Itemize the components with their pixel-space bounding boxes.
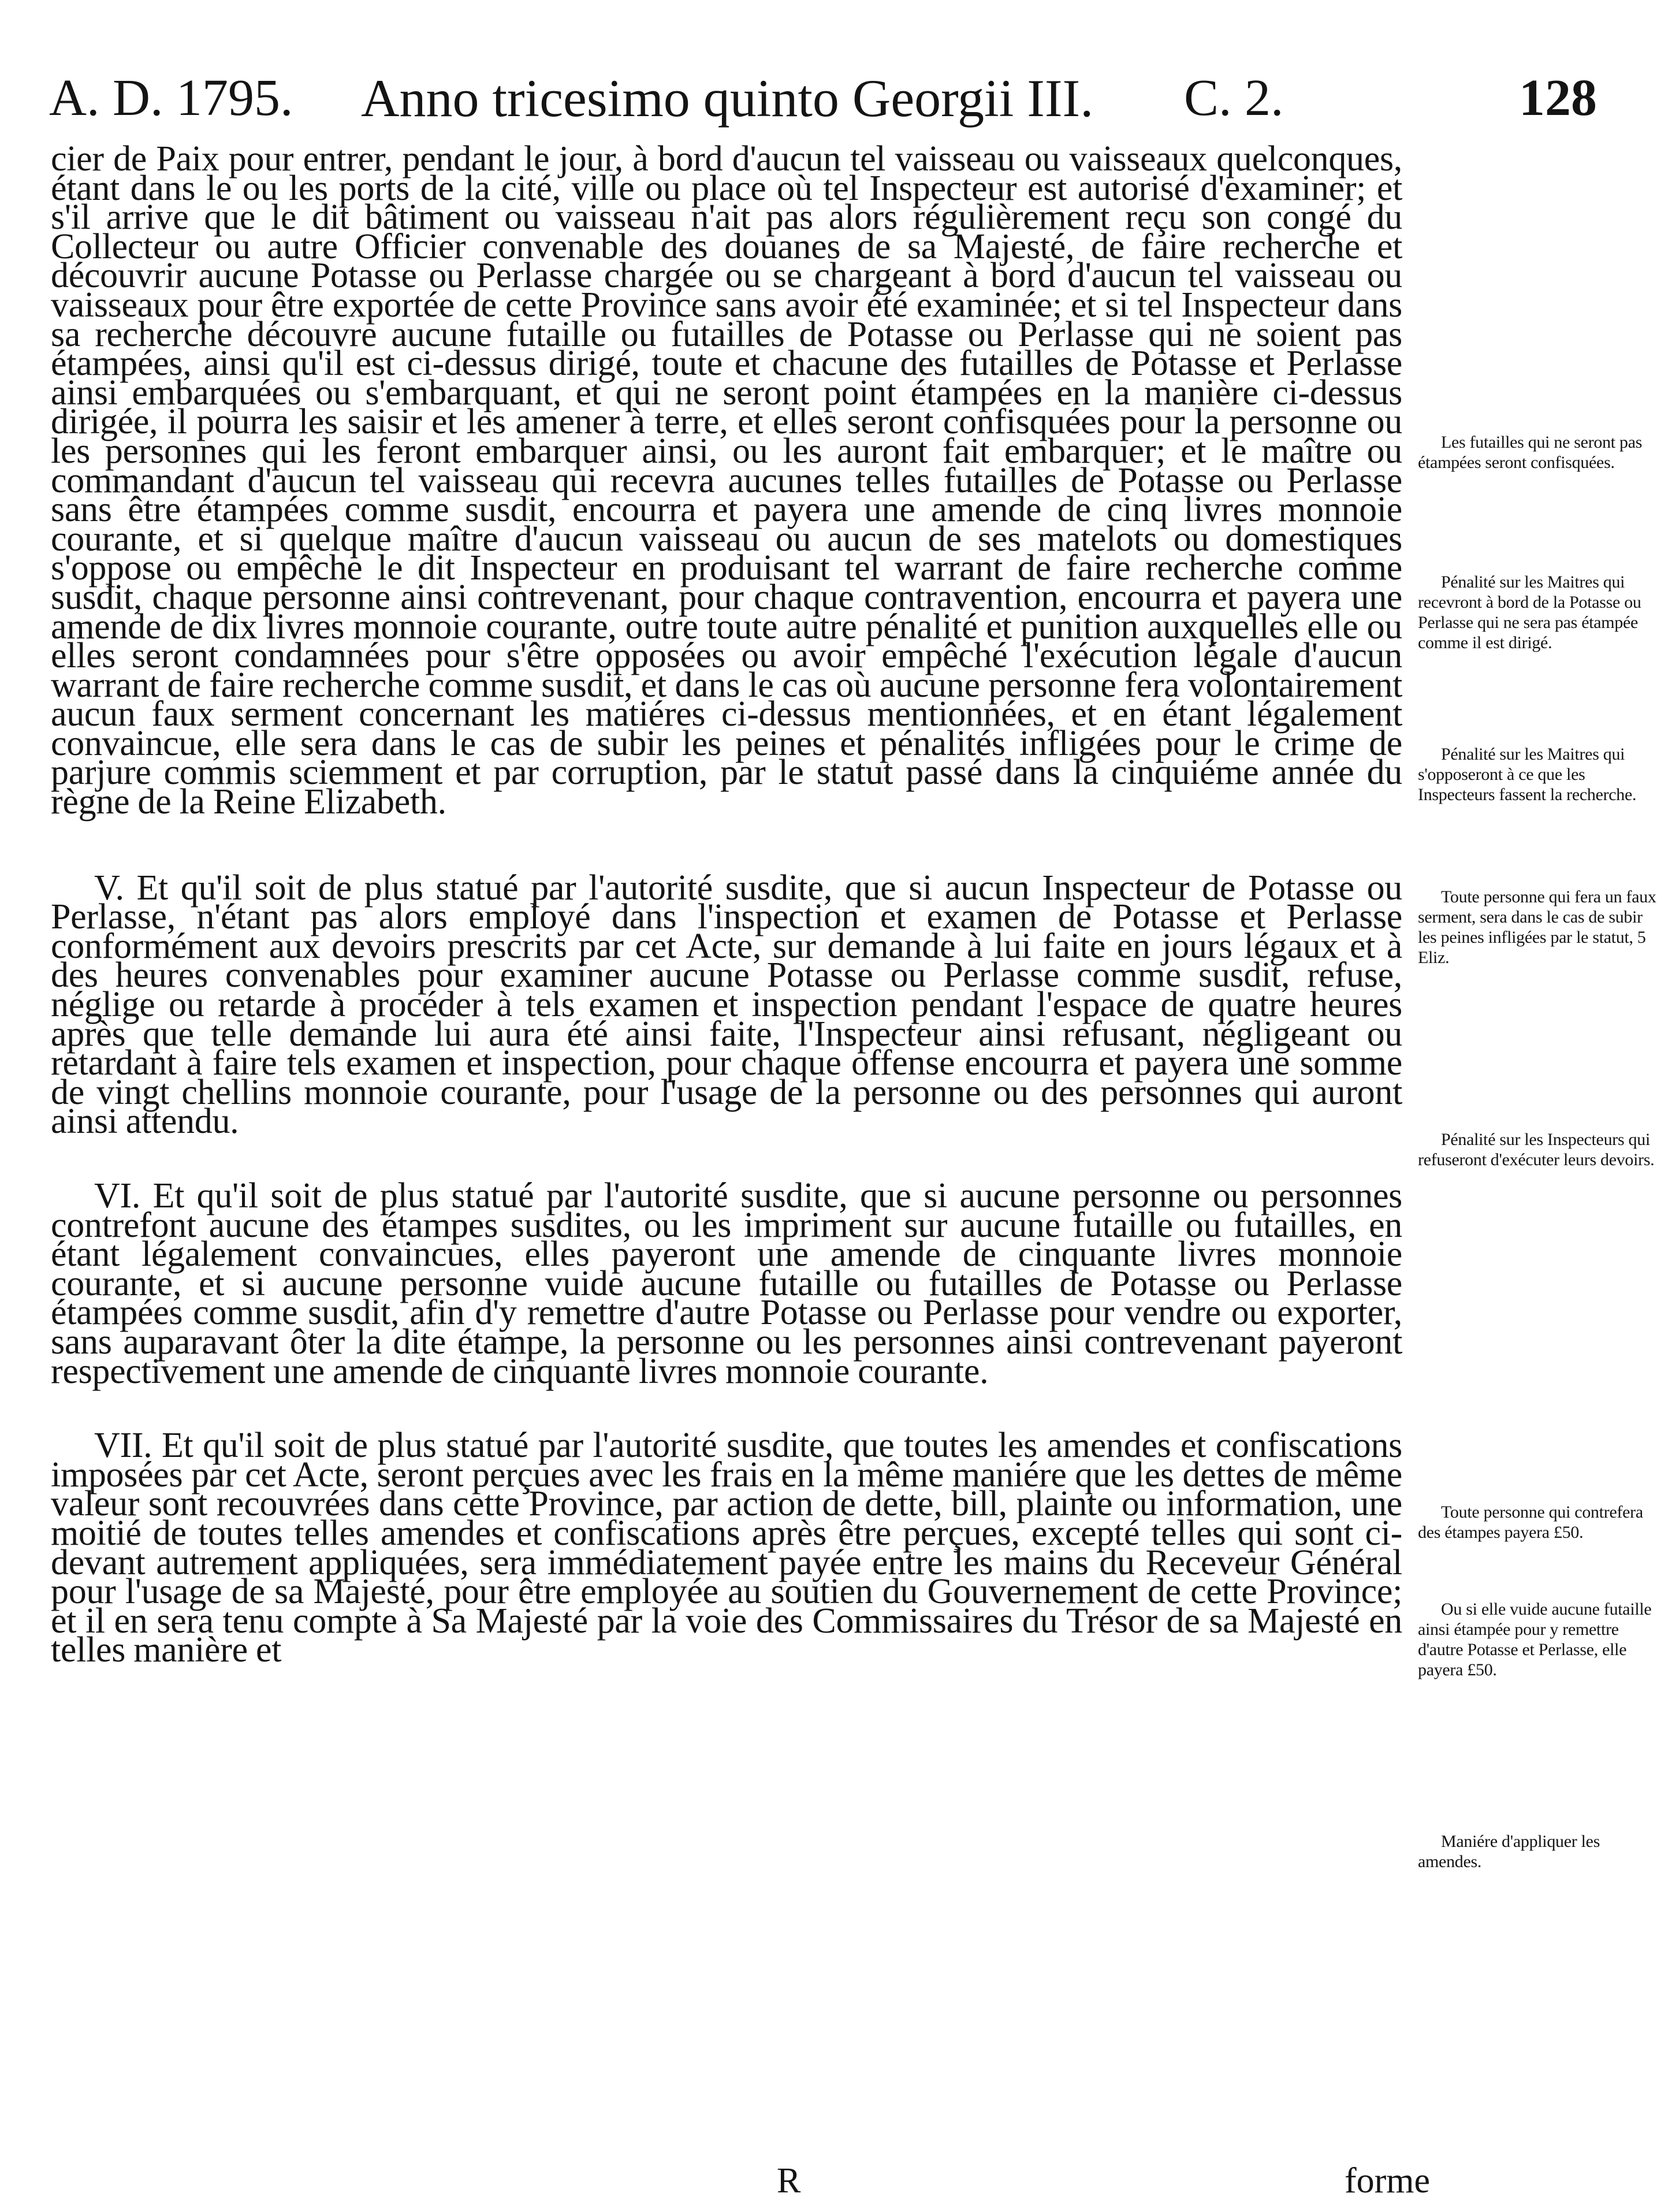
margin-note-masters-opposing: Pénalité sur les Maitres qui s'opposeront à ce que les Inspecteurs fassent la recherche.: [1418, 745, 1637, 804]
section-vii: VII. Et qu'il soit de plus statué par l'autorité susdite, que toutes les amendes et confiscations imposées par cet Acte, seront perçues avec les frais en la même maniére que les dettes de même valeur sont recouvrées dans cette Province, par action de dette, bill, plainte ou information, une moitié de toutes telles amendes et confiscations après être perçues, excepté telles qui sont ci-devant autrement appliquées, sera immédiatement payée entre les mains du Receveur Général pour l'usage de sa Majesté, pour être employée au soutien du Gouvernement de cette Province; et il en sera tenu compte à Sa Majesté par la voie des Commissaires du Trésor de sa Majesté en telles manière et: [51, 1426, 1402, 1670]
margin-note-inspectors: Pénalité sur les Inspecteurs qui refuseront d'exécuter leurs devoirs.: [1418, 1130, 1655, 1169]
section-vi: VI. Et qu'il soit de plus statué par l'autorité susdite, que si aucune personne ou personnes contrefont aucune des étampes susdites, ou les impriment sur aucune futaille ou futailles, en étant légalement convaincues, elles payeront une amende de cinquante livres monnoie courante, et si aucune personne vuide aucune futaille ou futailles de Potasse ou Perlasse étampées comme susdit, afin d'y remettre d'autre Potasse ou Perlasse pour vendre ou exporter, sans auparavant ôter la dite étampe, la personne ou les personnes ainsi contrevenant payeront respectivement une amende de cinquante livres monnoie courante.: [51, 1176, 1402, 1391]
section-v: V. Et qu'il soit de plus statué par l'autorité susdite, que si aucun Inspecteur de Potasse ou Perlasse, n'étant pas alors employé dans l'inspection et examen de Potasse et Perlasse conformément aux devoirs prescrits par cet Acte, sur demande à lui faite en jours légaux et à des heures convenables pour examiner aucune Potasse ou Perlasse comme susdit, refuse, néglige ou retarde à procéder à tels examen et inspection pendant l'espace de quatre heures après que telle demande lui aura été ainsi faite, l'Inspecteur ainsi refusant, négligeant ou retardant à faire tels examen et inspection, pour chaque offense encourra et payera une somme de vingt chellins monnoie courante, pour l'usage de la personne ou des personnes qui auront ainsi attendu.: [51, 868, 1402, 1142]
page-number: 128: [1519, 69, 1597, 127]
margin-note-counterfeit-stamps: Toute personne qui contrefera des étampes payera £50.: [1418, 1503, 1643, 1542]
margin-note-masters-receiving: Pénalité sur les Maitres qui recevront à bord de la Potasse ou Perlasse qui ne sera pas étampée comme il est dirigé.: [1418, 572, 1641, 652]
header-chapter: C. 2.: [1184, 69, 1284, 127]
main-text-column: [51, 139, 1402, 1670]
margin-note-refilling-casks: Ou si elle vuide aucune futaille ainsi étampée pour y remettre d'autre Potasse et Perlasse, elle payera £50.: [1418, 1600, 1652, 1679]
margin-note-applying-fines: Maniére d'appliquer les amendes.: [1418, 1832, 1600, 1871]
paragraph-continued: cier de Paix pour entrer, pendant le jour, à bord d'aucun tel vaisseau ou vaisseaux quelconques, étant dans le ou les ports de la cité, ville ou place où tel Inspecteur est autorisé d'examiner; et s'il arrive que le dit bâtiment ou vaisseau n'ait pas alors régulièrement reçu son congé du Collecteur ou autre Officier convenable des douanes de sa Majesté, de faire recherche et découvrir aucune Potasse ou Perlasse chargée ou se chargeant à bord d'aucun tel vaisseau ou vaisseaux pour être exportée de cette Province sans avoir été examinée; et si tel Inspecteur dans sa recherche découvre aucune futaille ou futailles de Potasse ou Perlasse qui ne soient pas étampées, ainsi qu'il est ci-dessus dirigé, toute et chacune des futailles de Potasse et Perlasse ainsi embarquées ou s'embarquant, et qui ne seront point étampées en la manière ci-dessus dirigée, il pourra les saisir et les amener à terre, et elles seront confisquées pour la personne ou les personnes qui les feront embarquer ainsi, ou les auront fait embarquer; et le maître ou commandant d'aucun tel vaisseau qui recevra aucunes telles futailles de Potasse ou Perlasse sans être étampées comme susdit, encourra et payera une amende de cinq livres monnoie courante, et si quelque maître d'aucun vaisseau ou aucun de ses matelots ou domestiques s'oppose ou empêche le dit Inspecteur en produisant tel warrant de faire recherche comme susdit, chaque personne ainsi contrevenant, pour chaque contravention, encourra et payera une amende de dix livres monnoie courante, outre toute autre pénalité et punition auxquelles elle ou elles seront condamnées pour s'être opposées ou avoir empêché l'exécution légale d'aucun warrant de faire recherche comme susdit, et dans le cas où aucune personne fera volontairement aucun faux serment concernant les matiéres ci-dessus mentionnées, et en étant légalement convaincue, elle sera dans le cas de subir les peines et pénalités infligées pour le crime de parjure commis sciemment et par corruption, par le statut passé dans la cinquiéme année du règne de la Reine Elizabeth.: [51, 139, 1402, 822]
running-header: [49, 61, 1597, 136]
header-title: Anno tricesimo quinto Georgii III.: [361, 69, 1094, 128]
signature-mark: R: [777, 2161, 801, 2200]
margin-note-false-oath: Toute personne qui fera un faux serment, sera dans le cas de subir les peines infligées par le statut, 5 Eliz.: [1418, 887, 1656, 967]
catchword: forme: [1345, 2161, 1431, 2200]
header-year: A. D. 1795.: [49, 69, 293, 127]
margin-note-confiscation: Les futailles qui ne seront pas étampées seront confisquées.: [1418, 433, 1643, 472]
